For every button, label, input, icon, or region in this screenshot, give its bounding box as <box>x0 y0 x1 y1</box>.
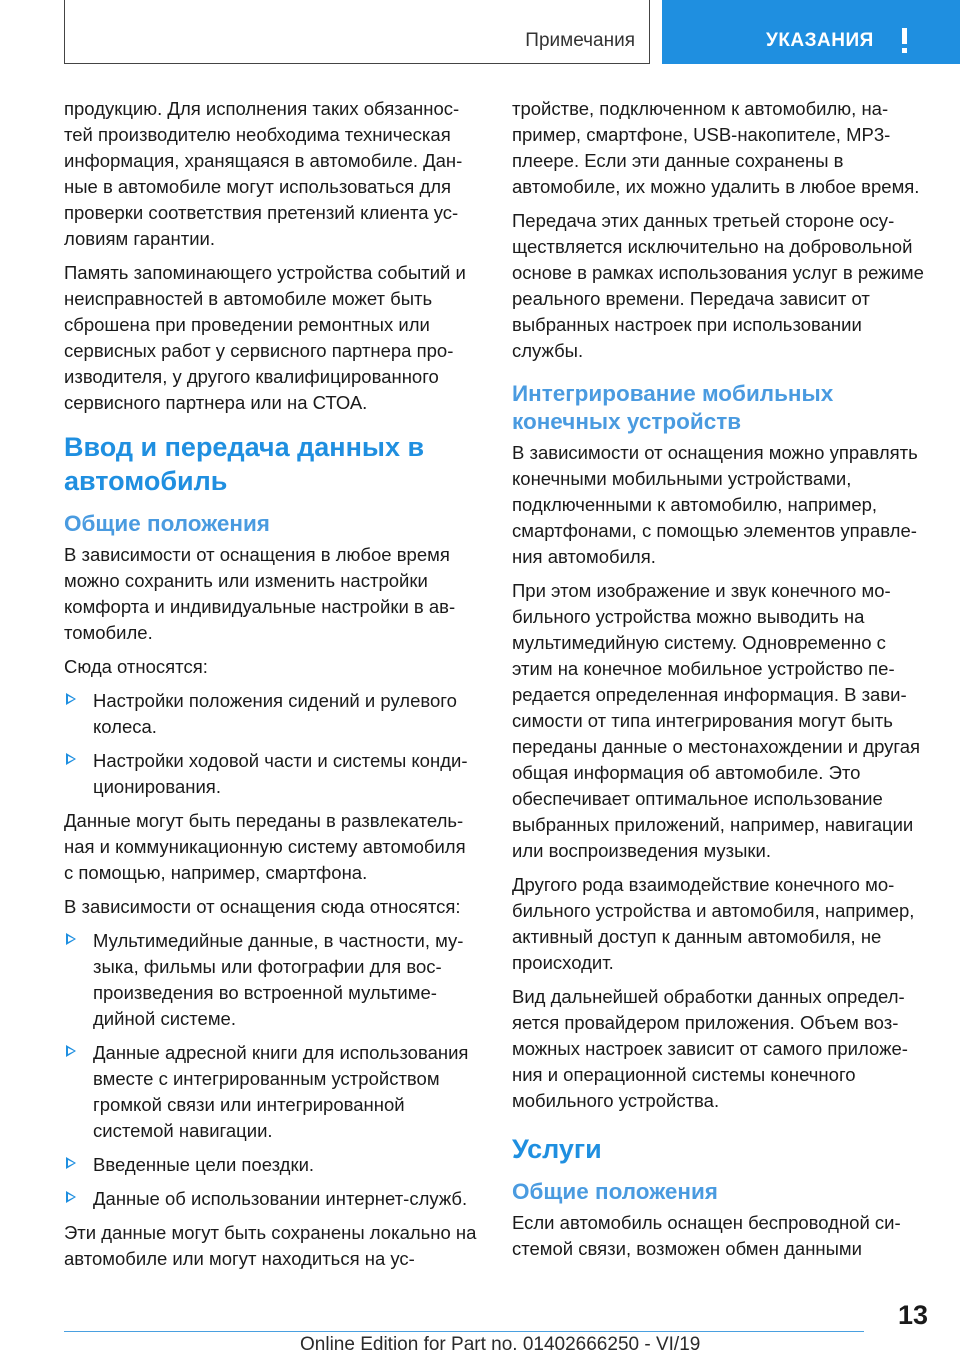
right-column <box>512 96 927 1270</box>
section-heading-data-input: Ввод и передача данных в автомобиль <box>64 432 425 496</box>
footer-edition: Online Edition for Part no. 01402666250 - VI/19 <box>300 1334 701 1355</box>
list-item: Данные адресной книги для использования вместе с интегрированным устройством громкой связи или интегрированной системой навигации. <box>64 1040 479 1144</box>
paragraph: Данные могут быть переданы в развлекательная и коммуникационную систему автомобиля с помощью, например, смартфона. <box>64 810 466 883</box>
list-item: Данные об использовании интернет-служб. <box>64 1186 479 1212</box>
paragraph: тройстве, подключенном к автомобилю, например, смартфоне, USB-накопителе, MP3-плеере. Если эти данные сохранены в автомобиле, их можно удалить в любое время. <box>512 98 920 197</box>
paragraph: В зависимости от оснащения в любое время можно сохранить или изменить настройки комфорта и индивидуальные настройки в автомобиле. <box>64 544 456 643</box>
paragraph: Другого рода взаимодействие конечного мобильного устройства и автомобиля, например, активный доступ к данным автомобиля, не происходит. <box>512 874 915 973</box>
paragraph: При этом изображение и звук конечного мобильного устройства можно выводить на мультимедийную систему. Одновременно с этим на конечное мобильное устройство передается определенная информация. В зависимости от типа интегрирования могут быть переданы данные о местонахождении и другая общая информация об автомобиле. Это обеспечивает оптимальное использование выбранных приложений, например, навигации или воспроизведения музыки. <box>512 580 921 861</box>
header-section-tab <box>64 0 650 64</box>
list-item: Настройки положения сидений и рулевого колеса. <box>64 688 479 740</box>
paragraph: В зависимости от оснащения сюда относятся: <box>64 896 461 917</box>
bullet-list <box>64 688 479 800</box>
paragraph: Память запоминающего устройства событий и неисправностей в автомобиле может быть сброшена при проведении ремонтных или сервисных работ у сервисного партнера производителя, у другого квалифицированного сервисного партнера или на СТОА. <box>64 262 466 413</box>
paragraph: продукцию. Для исполнения таких обязанностей производителю необходима техническая информация, хранящаяся в автомобиле. Данные в автомобиле могут использоваться для проверки соответствия претензий клиента условиям гарантии. <box>64 98 463 249</box>
triangle-bullet-icon <box>66 1157 76 1169</box>
section-heading-services: Услуги <box>512 1134 602 1164</box>
bullet-list <box>64 928 479 1212</box>
footer-divider <box>64 1331 864 1332</box>
page-number: 13 <box>897 1300 928 1330</box>
left-column <box>64 96 479 1280</box>
paragraph: Эти данные могут быть сохранены локально на автомобиле или могут находиться на ус- <box>64 1222 477 1269</box>
triangle-bullet-icon <box>66 1191 76 1203</box>
subsection-heading-general: Общие положения <box>64 511 270 536</box>
triangle-bullet-icon <box>66 753 76 765</box>
header-chapter-tab <box>662 0 960 64</box>
paragraph: Сюда относятся: <box>64 656 208 677</box>
header-chapter-label: УКАЗАНИЯ <box>766 30 874 51</box>
triangle-bullet-icon <box>66 1045 76 1057</box>
list-item: Введенные цели поездки. <box>64 1152 479 1178</box>
paragraph: В зависимости от оснащения можно управлять конечными мобильными устройствами, подключенными к автомобилю, например, смартфонами, с помощью элементов управления автомобиля. <box>512 442 918 567</box>
header-section-label: Примечания <box>525 30 635 51</box>
subsection-heading-general: Общие положения <box>512 1179 718 1204</box>
paragraph: Передача этих данных третьей стороне осуществляется исключительно на добровольной основе в рамках использования услуг в режиме реального времени. Передача зависит от выбранных настроек при использовании службы. <box>512 210 924 361</box>
list-item: Мультимедийные данные, в частности, музыка, фильмы или фотографии для воспроизведения во встроенной мультимедийной системе. <box>64 928 479 1032</box>
paragraph: Вид дальнейшей обработки данных определяется провайдером приложения. Объем возможных настроек зависит от самого приложения и операционной системы конечного мобильного устройства. <box>512 986 908 1111</box>
list-item: Настройки ходовой части и системы кондиционирования. <box>64 748 479 800</box>
subsection-heading-mobile: Интегрирование мобильных конечных устройств <box>512 381 834 434</box>
triangle-bullet-icon <box>66 693 76 705</box>
paragraph: Если автомобиль оснащен беспроводной системой связи, возможен обмен данными <box>512 1212 901 1259</box>
triangle-bullet-icon <box>66 933 76 945</box>
